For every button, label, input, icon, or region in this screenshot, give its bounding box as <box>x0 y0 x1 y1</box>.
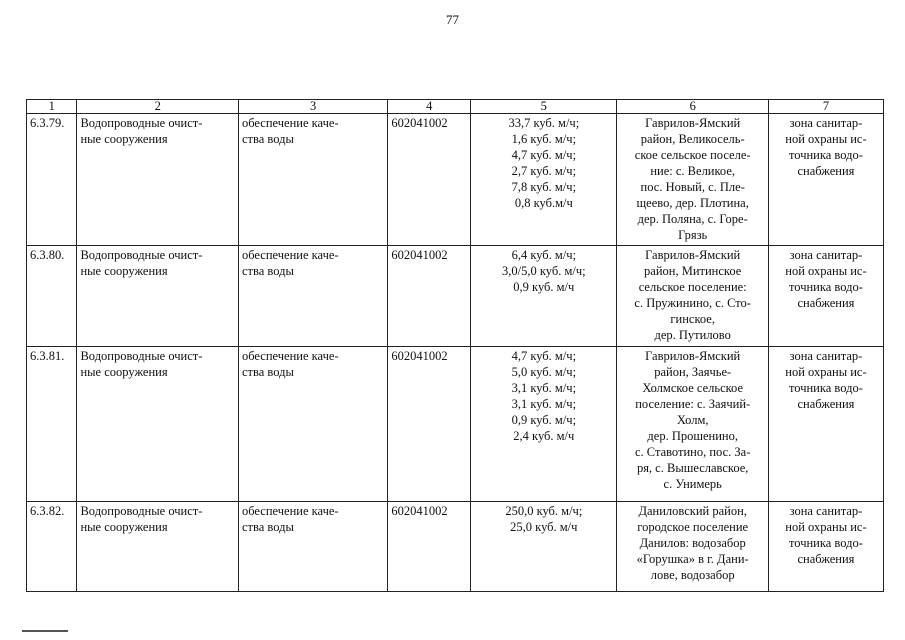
location-line: городское поселение <box>637 520 749 534</box>
location-line: щеево, дер. Плотина, <box>636 196 749 210</box>
row-number: 6.3.80. <box>27 246 77 347</box>
location-line: район, Заячье- <box>654 365 732 379</box>
location <box>617 502 768 592</box>
location-line: с. Унимерь <box>663 477 722 491</box>
location-line: Данилов: водозабор <box>639 536 746 550</box>
location-line: дер. Путилово <box>654 328 731 342</box>
row-number: 6.3.81. <box>27 347 77 502</box>
capacity-line: 7,8 куб. м/ч; <box>511 180 577 194</box>
location-line: гинское, <box>670 312 715 326</box>
column-header: 1 <box>27 100 77 114</box>
facility-name-line: Водопроводные очист- <box>80 349 203 363</box>
location-line: Гаврилов-Ямский <box>645 349 741 363</box>
facility-purpose-line: ства воды <box>241 132 294 146</box>
capacity-line: 3,1 куб. м/ч; <box>511 381 577 395</box>
capacity-line: 0,9 куб. м/ч <box>513 280 575 294</box>
location <box>617 246 768 347</box>
protection-zone-line: снабжения <box>797 296 855 310</box>
location-line: пос. Новый, с. Пле- <box>640 180 745 194</box>
column-header: 7 <box>768 100 883 114</box>
location-line: Холмское сельское <box>642 381 744 395</box>
facility-purpose <box>238 114 387 246</box>
table-row <box>27 347 884 502</box>
capacity-line: 2,7 куб. м/ч; <box>511 164 577 178</box>
column-header: 4 <box>388 100 471 114</box>
capacity <box>471 114 617 246</box>
row-number: 6.3.82. <box>27 502 77 592</box>
table-body <box>27 114 884 592</box>
location-line: район, Великосель- <box>640 132 745 146</box>
location-line: Холм, <box>676 413 709 427</box>
facility-purpose-line: ства воды <box>241 264 294 278</box>
column-header: 3 <box>238 100 387 114</box>
capacity-line: 1,6 куб. м/ч; <box>511 132 577 146</box>
facility-purpose <box>238 502 387 592</box>
capacity-line: 250,0 куб. м/ч; <box>505 504 583 518</box>
table-row <box>27 114 884 246</box>
location-line: с. Ставотино, пос. За- <box>634 445 751 459</box>
facilities-table <box>26 99 884 592</box>
protection-zone-line: ной охраны ис- <box>785 132 867 146</box>
capacity-line: 2,4 куб. м/ч <box>513 429 575 443</box>
protection-zone-line: ной охраны ис- <box>785 365 867 379</box>
facility-purpose-line: обеспечение каче- <box>241 349 339 363</box>
table-row <box>27 246 884 347</box>
facility-name-line: Водопроводные очист- <box>80 504 203 518</box>
facility-purpose <box>238 347 387 502</box>
column-header: 2 <box>77 100 239 114</box>
protection-zone-line: зона санитар- <box>789 116 863 130</box>
capacity-line: 33,7 куб. м/ч; <box>508 116 580 130</box>
facility-purpose-line: обеспечение каче- <box>241 116 339 130</box>
facility-purpose-line: ства воды <box>241 365 294 379</box>
location-line: дер. Прошенино, <box>647 429 738 443</box>
protection-zone-line: снабжения <box>797 552 855 566</box>
protection-zone-line: снабжения <box>797 397 855 411</box>
facility-name-line: Водопроводные очист- <box>80 116 203 130</box>
location-line: район, Митинское <box>644 264 742 278</box>
page-number: 77 <box>446 12 459 27</box>
facility-code: 602041002 <box>388 114 471 246</box>
capacity-line: 0,9 куб. м/ч; <box>511 413 577 427</box>
protection-zone-line: точника водо- <box>788 536 863 550</box>
facility-code: 602041002 <box>388 502 471 592</box>
location-line: поселение: с. Заячий- <box>635 397 751 411</box>
location <box>617 347 768 502</box>
protection-zone-line: ной охраны ис- <box>785 520 867 534</box>
protection-zone-line: зона санитар- <box>789 504 863 518</box>
protection-zone-line: снабжения <box>797 164 855 178</box>
facility-name-line: ные сооружения <box>80 520 168 534</box>
facility-code: 602041002 <box>388 347 471 502</box>
facility-name <box>77 246 239 347</box>
capacity-line: 25,0 куб. м/ч <box>510 520 578 534</box>
protection-zone <box>768 347 883 502</box>
capacity <box>471 246 617 347</box>
capacity-line: 6,4 куб. м/ч; <box>511 248 577 262</box>
table-row <box>27 502 884 592</box>
capacity-line: 4,7 куб. м/ч; <box>511 349 577 363</box>
capacity <box>471 347 617 502</box>
location-line: сельское поселение: <box>638 280 747 294</box>
location-line: «Горушка» в г. Дани- <box>636 552 749 566</box>
protection-zone-line: точника водо- <box>788 148 863 162</box>
location-line: ние: с. Великое, <box>650 164 736 178</box>
protection-zone <box>768 246 883 347</box>
row-number: 6.3.79. <box>27 114 77 246</box>
capacity <box>471 502 617 592</box>
scan-mark <box>22 630 68 632</box>
location-line: Даниловский район, <box>638 504 747 518</box>
facility-purpose-line: обеспечение каче- <box>241 504 339 518</box>
facility-name-line: ные сооружения <box>80 132 168 146</box>
facility-name <box>77 347 239 502</box>
capacity-line: 4,7 куб. м/ч; <box>511 148 577 162</box>
capacity-line: 3,0/5,0 куб. м/ч; <box>502 264 586 278</box>
facility-code: 602041002 <box>388 246 471 347</box>
facility-name <box>77 114 239 246</box>
protection-zone <box>768 114 883 246</box>
column-header: 5 <box>471 100 617 114</box>
location-line: Гаврилов-Ямский <box>645 116 741 130</box>
location-line: ря, с. Вышеславское, <box>636 461 749 475</box>
location-line: ское сельское поселе- <box>634 148 751 162</box>
facility-purpose-line: ства воды <box>241 520 294 534</box>
location-line: Грязь <box>678 228 708 242</box>
location-line: дер. Поляна, с. Горе- <box>637 212 748 226</box>
location-line: Гаврилов-Ямский <box>645 248 741 262</box>
facility-name <box>77 502 239 592</box>
protection-zone-line: точника водо- <box>788 280 863 294</box>
capacity-line: 3,1 куб. м/ч; <box>511 397 577 411</box>
protection-zone <box>768 502 883 592</box>
facility-name-line: ные сооружения <box>80 264 168 278</box>
protection-zone-line: точника водо- <box>788 381 863 395</box>
protection-zone-line: зона санитар- <box>789 248 863 262</box>
protection-zone-line: зона санитар- <box>789 349 863 363</box>
location <box>617 114 768 246</box>
facility-name-line: ные сооружения <box>80 365 168 379</box>
facility-purpose-line: обеспечение каче- <box>241 248 339 262</box>
location-line: с. Пружинино, с. Сто- <box>634 296 751 310</box>
location-line: лове, водозабор <box>650 568 735 582</box>
capacity-line: 5,0 куб. м/ч; <box>511 365 577 379</box>
protection-zone-line: ной охраны ис- <box>785 264 867 278</box>
capacity-line: 0,8 куб.м/ч <box>514 196 573 210</box>
column-header: 6 <box>617 100 768 114</box>
facility-purpose <box>238 246 387 347</box>
facility-name-line: Водопроводные очист- <box>80 248 203 262</box>
header-row <box>27 100 884 114</box>
